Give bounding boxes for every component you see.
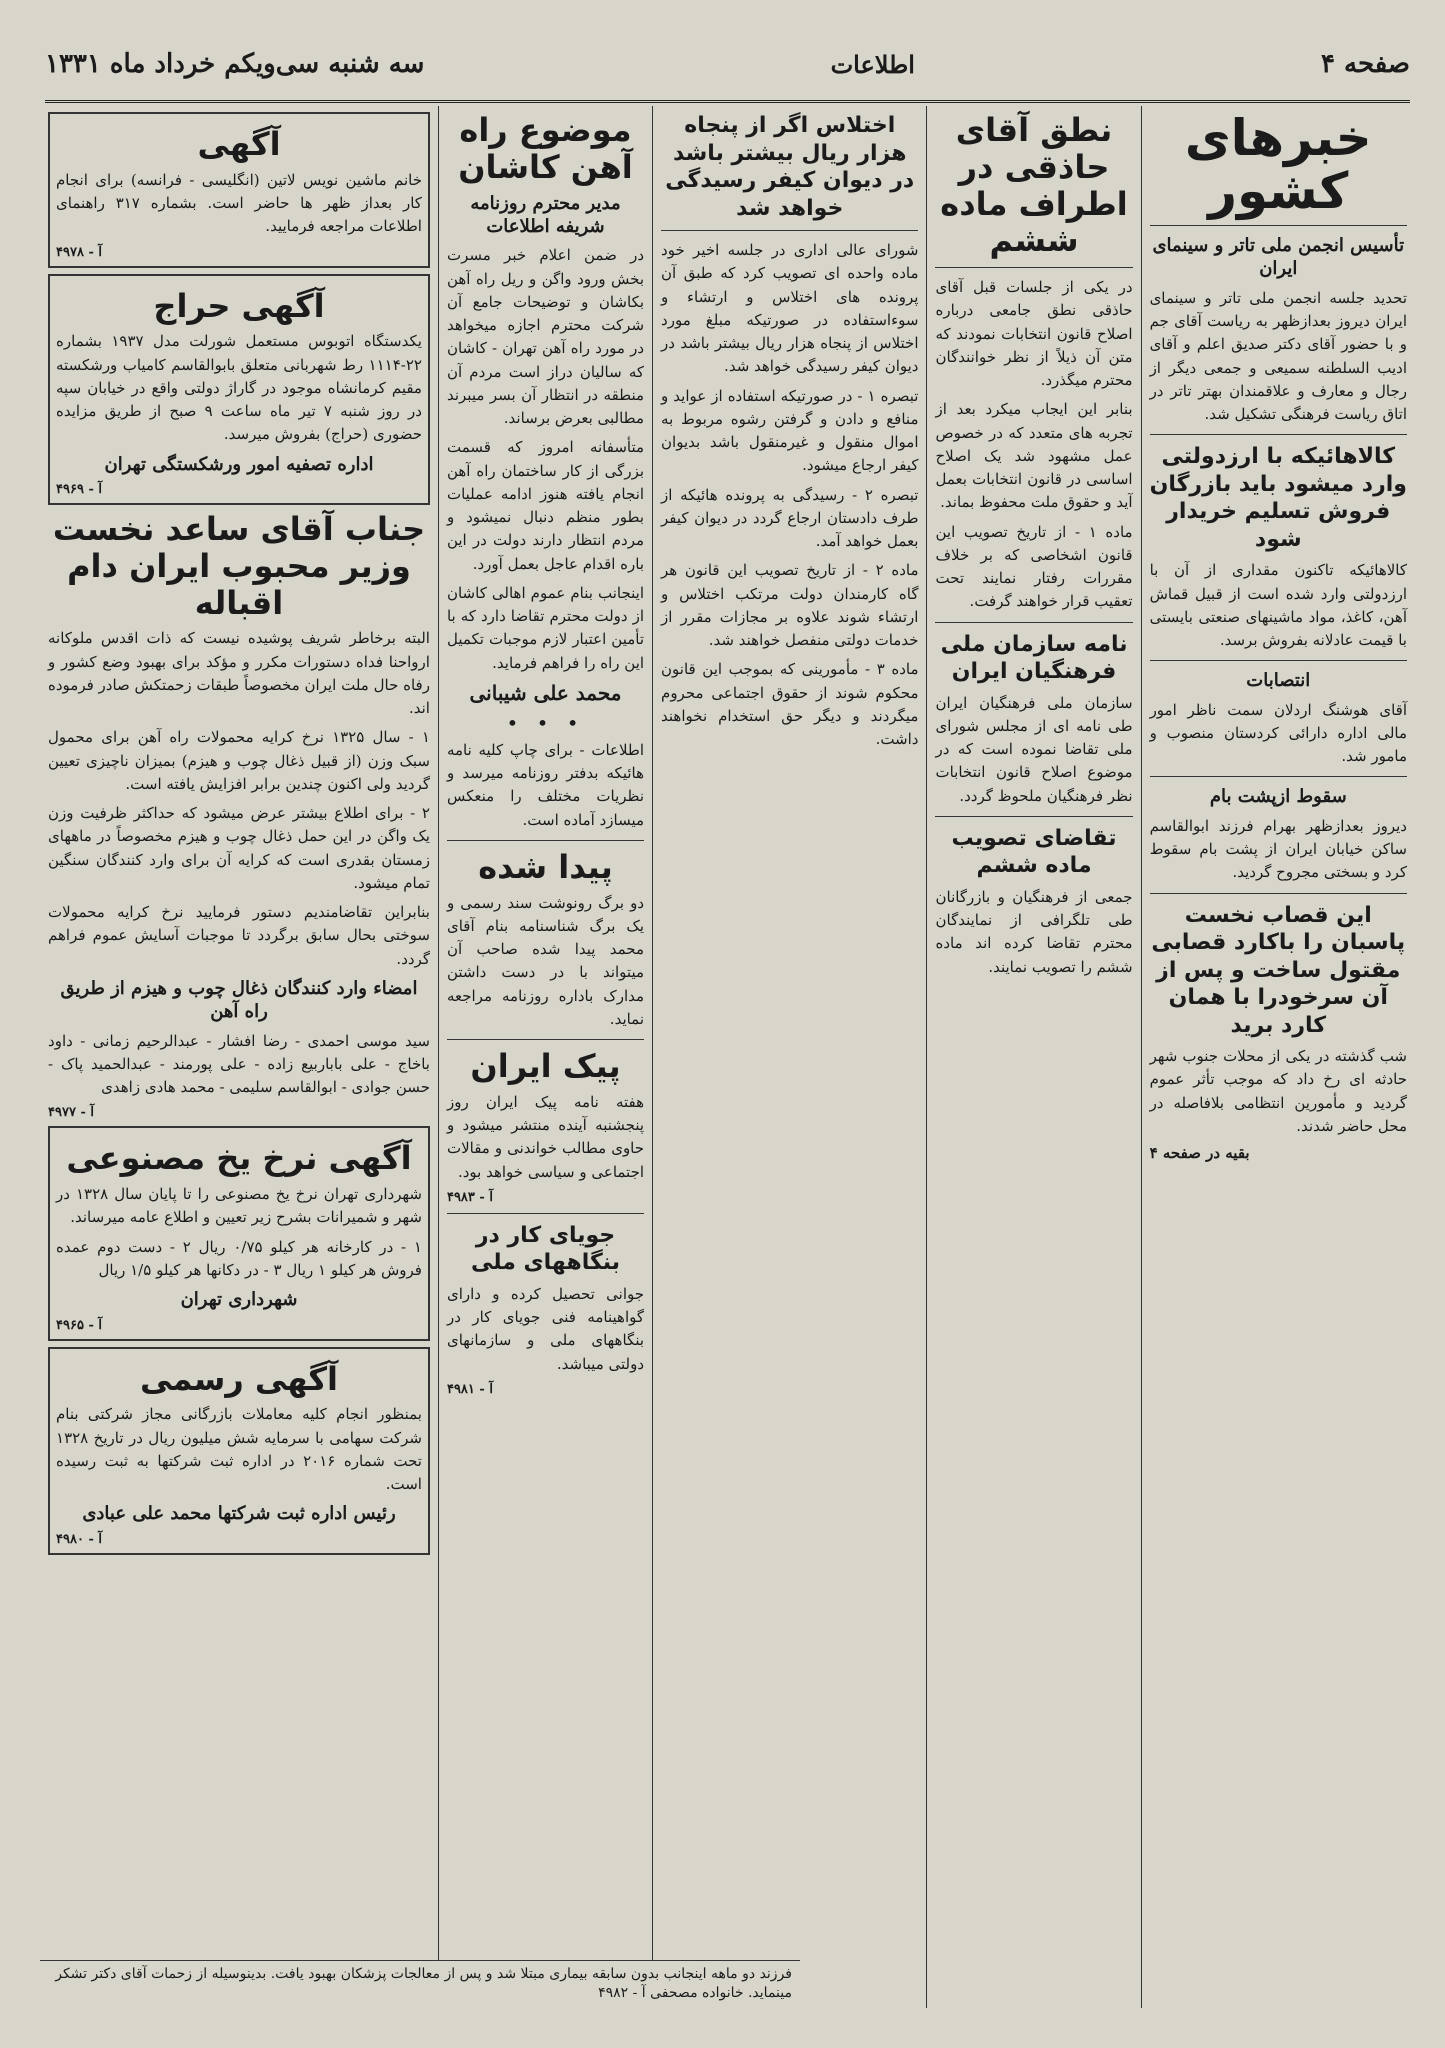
railway-title: موضوع راه آهن کاشان [458, 111, 633, 186]
speech-title: نطق آقای حاذقی در اطراف ماده ششم [940, 111, 1128, 260]
paper-name: اطلاعات [830, 49, 915, 79]
peyk-text: هفته نامه پیک ایران روز پنجشنبه آینده منتشر میشود و حاوی مطالب خواندنی و مقالات اجتماعی و سیاسی خواهد بود. [446, 1092, 645, 1181]
ad-number: آ - ۴۹۸۳ [446, 1189, 493, 1205]
news-item-text: دیروز بعدازظهر بهرام فرزند ابوالقاسم ساکن خیابان ایران از پشت بام سقوط کرد و بسختی مجروح گردید. [1149, 816, 1407, 882]
ad-number: آ - ۴۹۸۱ [446, 1381, 493, 1397]
railway-subtitle: مدیر محترم روزنامه شریفه اطلاعات [470, 192, 621, 237]
ad-ice-price [48, 1126, 430, 1340]
ad-number: آ - ۴۹۶۵ [56, 1317, 103, 1333]
embezzlement-text: تبصره ۲ - رسیدگی به پرونده هائیکه از طرف دادستان ارجاع گردد در دیوان کیفر بعمل خواهد آمد. [661, 485, 919, 550]
letter-text: ۱ - سال ۱۳۲۵ نرخ کرایه محمولات راه آهن برای محمول سبک وزن (از قبیل ذغال چوب و هیزم) بمیزان ناچیزی تعیین گردید ولی اکنون چندین برابر افزایش یافته است. [48, 728, 430, 793]
news-item-head: تأسیس انجمن ملی تاتر و سینمای ایران [1152, 235, 1405, 280]
ad-items: ۱ - در کارخانه هر کیلو ۰/۷۵ ریال ۲ - دست دوم عمده فروش هر کیلو ۱ ریال ۳ - در دکانها هر کیلو ۱/۵ ریال [56, 1237, 422, 1279]
bottom-notice-text: فرزند دو ماهه اینجانب بدون سابقه بیماری مبتلا شد و پس از معالجات پزشکان بهبود یافت. بدینوسیله از زحمات آقای دکتر تشکر مینماید. [55, 1965, 792, 2002]
divider [1150, 225, 1407, 226]
letter-title: جناب آقای ساعد نخست وزیر محبوب ایران دام اقباله [52, 509, 426, 622]
peyk-title: پیک ایران [470, 1047, 621, 1086]
speech-text: بنابر این ایجاب میکرد بعد از تجربه های متعدد که در خصوص عمل مشهود شد یک اصلاح اساسی در قانون انتخابات بعمل آید و حقوق ملت محفوظ بماند. [935, 400, 1133, 512]
divider [1150, 434, 1407, 435]
job-title: جویای کار در بنگاههای ملی [470, 1222, 620, 1276]
column-speech [926, 106, 1140, 2008]
railway-signer: محمد علی شیبانی [469, 680, 622, 705]
letter-signers-head: امضاء وارد کنندگان ذغال چوب و هیزم از طریق راه آهن [60, 977, 418, 1023]
ad-number: آ - ۴۹۶۹ [56, 481, 103, 497]
railway-text: متأسفانه امروز که قسمت بزرگی از کار ساختمان راه آهن انجام یافته هنوز ادامه عملیات بطور منظم دنبال نمیشود و مردم انتظار دارند دولت در این باره اقدام عاجل بعمل آورد. [446, 438, 645, 573]
ad-title: آگهی [197, 125, 281, 163]
ad-official [48, 1347, 430, 1555]
editor-note: اطلاعات - برای چاپ کلیه نامه هائیکه بدفتر روزنامه میرسد و نظریات مختلف را منعکس میسازد آماده است. [446, 740, 645, 829]
news-item-text: کالاهائیکه تاکنون مقداری از آن با ارزدولتی وارد شده است از قبیل قماش آهن، کاغذ، مواد ماشینهای صنعتی بایستی با قیمت عادلانه بفروش برسد. [1149, 561, 1407, 650]
column-ads [40, 106, 438, 2008]
embezzlement-text: ماده ۲ - از تاریخ تصویب این قانون هر گاه کارمندان دولت مرتکب اختلاس و ارتشاء شوند علاوه بر مجازات مقرر از خدمات دولتی منفصل خواهند شد. [661, 561, 919, 649]
ad-typist [48, 112, 430, 268]
divider [1150, 776, 1407, 777]
ad-signer: شهرداری تهران [180, 1289, 298, 1311]
divider [447, 1039, 644, 1040]
divider [447, 840, 644, 841]
ad-signer: اداره تصفیه امور ورشکستگی تهران [104, 453, 374, 475]
divider [661, 230, 918, 231]
letter-head: نامه سازمان ملی فرهنگیان ایران [940, 631, 1128, 685]
ad-signer: رئیس اداره ثبت شرکتها محمد علی عبادی [82, 1503, 396, 1525]
ad-title: آگهی نرخ یخ مصنوعی [66, 1139, 412, 1178]
continued-note: بقیه در صفحه ۴ [1149, 1144, 1250, 1163]
news-item-text: تحدید جلسه انجمن ملی تاتر و سینمای ایران دیروز بعدازظهر به ریاست آقای جم و با حضور آقای دکتر صدیق اعلم و آقای ادیب السلطنه سمیعی و جمعی دیگر از رجال و معارف و علاقمندان بهتر تاتر در اتاق ریاست فرهنگی تشکیل شد. [1149, 288, 1407, 424]
ornament: • • • [506, 710, 585, 735]
issue-date: سه شنبه سی‌ویکم خرداد ماه ۱۳۳۱ [45, 49, 425, 79]
speech-text: در یکی از جلسات قبل آقای حاذقی نطق جامعی درباره اصلاح قانون انتخابات نمودند که متن آن ذیلاً از نظر خوانندگان محترم میگذرد. [935, 278, 1133, 390]
request-text: جمعی از فرهنگیان و بازرگانان طی تلگرافی از نمایندگان محترم تقاضا کرده اند ماده ششم را تصویب نمایند. [935, 887, 1133, 976]
ad-text: بمنظور انجام کلیه معاملات بازرگانی مجاز شرکتی بنام شرکت سهامی با سرمایه شش میلیون ریال در تاریخ ۱۳۲۸ تحت شماره ۲۰۱۶ در اداره ثبت شرکتها به ثبت رسیده است. [56, 1405, 422, 1494]
ad-title: آگهی رسمی [140, 1359, 338, 1398]
request-head: تقاضای تصویب ماده ششم [951, 825, 1117, 879]
embezzlement-title: اختلاس اگر از پنجاه هزار ریال بیشتر باشد در دیوان کیفر رسیدگی خواهد شد [665, 113, 915, 221]
letter-text: سازمان ملی فرهنگیان ایران طی نامه ای از مجلس شورای ملی تقاضا نموده است که در موضوع اصلاح قانون انتخابات نظر فرهنگیان ملحوظ گردد. [935, 693, 1133, 805]
railway-text: در ضمن اعلام خبر مسرت بخش ورود واگن و ریل راه آهن بکاشان و توضیحات جامع آن شرکت محترم اجازه میخواهد در مورد راه آهن تهران - کاشان که سالیان دراز است مردم آن منطقه در انتظار آن بسر میبرند مطالبی بعرض برساند. [446, 246, 645, 428]
column-railway [438, 106, 652, 2008]
ad-text: شهرداری تهران نرخ یخ مصنوعی را تا پایان سال ۱۳۲۸ در شهر و شمیرانات بشرح زیر تعیین و اطلاع عامه میرساند. [56, 1185, 422, 1227]
embezzlement-text: ماده ۳ - مأمورینی که بموجب این قانون محکوم شوند از حقوق اجتماعی محروم میگردند و دیگر حق استخدام نخواهند داشت. [661, 660, 919, 748]
divider [935, 267, 1132, 268]
embezzlement-text: شورای عالی اداری در جلسه اخیر خود ماده واحده ای تصویب کرد که طبق آن پرونده های اختلاس و ارتشاء و سوءاستفاده در صورتیکه مبلغ مورد اختلاس از پنجاه هزار ریال بیشتر باشد در دیوان کیفر رسیدگی خواهد شد. [661, 241, 919, 376]
lost-found-text: دو برگ رونوشت سند رسمی و یک برگ شناسنامه بنام آقای محمد پیدا شده صاحب آن میتواند با در دست داشتن مدارک باداره روزنامه مراجعه نماید. [446, 893, 645, 1028]
letter-text: ۲ - برای اطلاع بیشتر عرض میشود که حداکثر ظرفیت وزن یک واگن در این حمل ذغال چوب و هیزم مخصوصاً در ماههای زمستان بقدری است که کرایه آن برای وارد کنندگان سنگین تمام میشود. [48, 804, 430, 892]
bottom-notice [40, 1960, 800, 2008]
masthead [45, 28, 1410, 103]
job-text: جوانی تحصیل کرده و دارای گواهینامه فنی جویای کار در بنگاههای ملی و سازمانهای دولتی میباشد. [446, 1284, 645, 1373]
ad-number: آ - ۴۹۸۰ [56, 1531, 103, 1547]
railway-text: اینجانب بنام عموم اهالی کاشان از دولت محترم تقاضا دارد که با تأمین اعتبار لازم موجبات تکمیل این راه را فراهم فرماید. [446, 583, 645, 672]
ad-number: آ - ۴۹۷۸ [56, 244, 103, 260]
letter-text: بنابراین تقاضامندیم دستور فرمایید نرخ کرایه محمولات سوختی بحال سابق برگردد تا موجبات آسایش عموم فراهم گردد. [48, 903, 430, 968]
bottom-notice-sign: خانواده مصحفی [650, 1985, 744, 2002]
news-item-head: کالاهائیکه با ارزدولتی وارد میشود باید بازرگان فروش تسلیم خریدار شود [1149, 444, 1407, 552]
ad-auction [48, 274, 430, 505]
ad-text: یکدستگاه اتوبوس مستعمل شورلت مدل ۱۹۳۷ بشماره ۲۲-۱۱۱۴ رط شهربانی متعلق بابوالقاسم کامیاب ورشکسته مقیم کرمانشاه موجود در گاراژ دولتی واقع در خیابان سپه در روز شنبه ۷ تیر ماه ساعت ۹ صبح از طریق مزایده حضوری (حراج) بفروش میرسد. [56, 332, 422, 444]
embezzlement-text: تبصره ۱ - در صورتیکه استفاده از عواید و منافع و دادن و گرفتن رشوه مربوط به اموال منقول و غیرمنقول باشد بدیوان کیفر ارجاع میشود. [661, 386, 919, 475]
divider [1150, 660, 1407, 661]
news-item-text: شب گذشته در یکی از محلات جنوب شهر حادثه ای رخ داد که موجب تأثر عموم گردید و مأمورین انتظامی بلافاصله در محل حاضر شدند. [1149, 1047, 1407, 1135]
divider [935, 622, 1132, 623]
news-item-head: انتصابات [1246, 670, 1311, 692]
bottom-notice-num: آ - ۴۹۸۲ [598, 1985, 646, 2002]
ad-title: آگهی حراج [153, 286, 325, 325]
letter-signers: سید موسی احمدی - رضا افشار - عبدالرحیم زمانی - داود باخاج - علی باباربیع زاده - علی پورمند - عبدالحمید پاک - حسن جوادی - ابوالقاسم سلیمی - محمد هادی زاهدی [48, 1031, 430, 1097]
divider [935, 816, 1132, 817]
ad-number: آ - ۴۹۷۷ [48, 1105, 95, 1121]
news-item-head: سقوط ازپشت بام [1209, 786, 1347, 808]
news-item-head: این قصاب نخست پاسبان را باکارد قصابی مقتول ساخت و پس از آن سرخودرا با همان کارد برید [1151, 902, 1406, 1038]
news-item-text: آقای هوشنگ اردلان سمت ناظر امور مالی اداره دارائی کردستان منصوب و مامور شد. [1149, 700, 1407, 766]
column-embezzlement [652, 106, 926, 2008]
speech-text: ماده ۱ - از تاریخ تصویب این قانون اشخاصی که بر خلاف مقررات رفتار نمایند تحت تعقیب قرار خواهند گرفت. [935, 522, 1133, 611]
divider [1150, 893, 1407, 894]
columns [40, 106, 1415, 2008]
lost-found-title: پیدا شده [478, 847, 613, 886]
news-title: خبرهای کشور [1184, 109, 1372, 220]
page-label: صفحه ۴ [1321, 49, 1410, 79]
column-news [1141, 106, 1415, 2008]
divider [447, 1213, 644, 1214]
ad-text: خانم ماشین نویس لاتین (انگلیسی - فرانسه) برای انجام کار بعداز ظهر ها حاضر است. بشماره ۳۱۷ راهنمای اطلاعات مراجعه فرمایید. [56, 170, 422, 236]
letter-text: البته برخاطر شریف پوشیده نیست که ذات اقدس ملوکانه ارواحنا فداه دستورات مکرر و مؤکد برای بهبود وضع کشور و رفاه حال ملت ایران مخصوصاً طبقات زحمتکش صادر فرموده اند. [48, 629, 430, 718]
